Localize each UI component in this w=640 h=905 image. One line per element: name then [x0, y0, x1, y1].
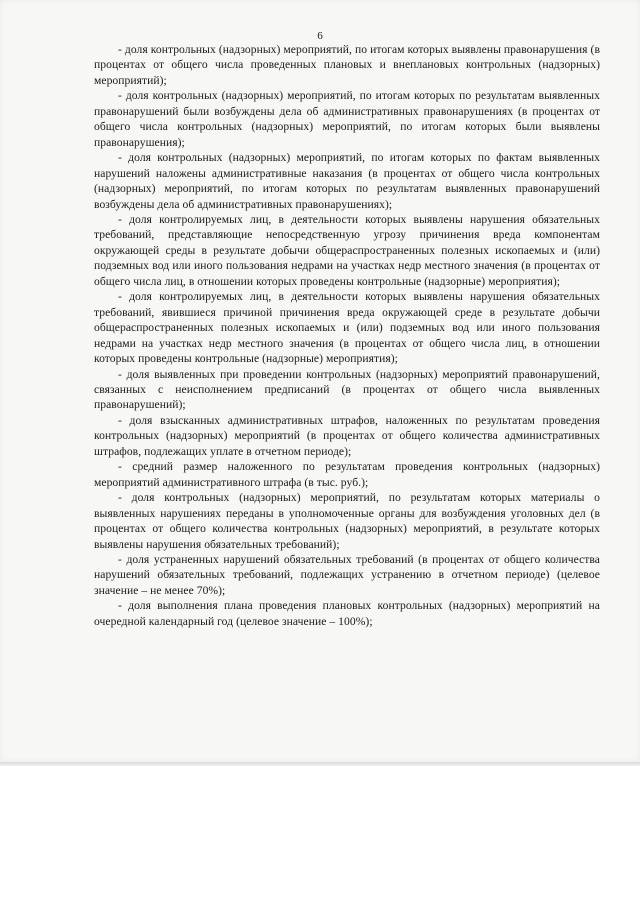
paragraph: - доля выявленных при проведении контрольных (надзорных) мероприятий правонарушений, связанных с неисполнением предписаний (в процентах от общего числа выявленных правонарушений);	[94, 367, 600, 412]
paragraph: - доля контрольных (надзорных) мероприятий, по итогам которых выявлены правонарушения (в процентах от общего числа проведенных плановых и внеплановых контрольных (надзорных) мероприятий);	[94, 43, 600, 87]
paragraph: - доля устраненных нарушений обязательных требований (в процентах от общего количества нарушений обязательных требований, подлежащих устранению в отчетном периоде) (целевое значение – не менее 70%);	[94, 552, 600, 597]
paragraph: - доля контролируемых лиц, в деятельности которых выявлены нарушения обязательных требований, явившиеся причиной причинения вреда окружающей среде в результате добычи общераспространенных полезных ископаемых и (или) подземных вод или иного пользования недрами на участках недр местного значения (в процентах от общего числа лиц, в отношении которых проведены контрольные (надзорные) мероприятия);	[94, 290, 600, 366]
paragraph: - доля контрольных (надзорных) мероприятий, по итогам которых по результатам выявленных правонарушений были возбуждены дела об административных правонарушениях (в процентах от общего числа контрольных (надзорных) мероприятий, по итогам которых были выявлены правонарушения);	[94, 89, 600, 149]
scan-edge	[0, 762, 640, 766]
page-number: 6	[317, 30, 323, 42]
paragraph: - средний размер наложенного по результатам проведения контрольных (надзорных) мероприятий административного штрафа (в тыс. руб.);	[94, 460, 600, 489]
paragraph: - доля взысканных административных штрафов, наложенных по результатам проведения контрольных (надзорных) мероприятий (в процентах от общего количества административных штрафов, подлежащих уплате в отчетном периоде);	[94, 413, 600, 458]
paragraph: - доля выполнения плана проведения плановых контрольных (надзорных) мероприятий на очередной календарный год (целевое значение – 100%);	[94, 599, 600, 628]
paragraph: - доля контрольных (надзорных) мероприятий, по результатам которых материалы о выявленных нарушениях переданы в уполномоченные органы для возбуждения уголовных дел (в процентах от общего количества контрольных (надзорных) мероприятий, в результате которых выявлены нарушения обязательных требований);	[94, 491, 600, 551]
paragraph: - доля контролируемых лиц, в деятельности которых выявлены нарушения обязательных требований, представляющие непосредственную угрозу причинения вреда компонентам окружающей среды в результате добычи общераспространенных полезных ископаемых и (или) подземных вод или иного пользования недрами на участках недр местного значения (в процентах от общего числа лиц, в отношении которых проведены контрольные (надзорные) мероприятия);	[94, 212, 600, 288]
document-body	[94, 42, 600, 629]
paragraph: - доля контрольных (надзорных) мероприятий, по итогам которых по фактам выявленных нарушений наложены административные наказания (в процентах от общего числа контрольных (надзорных) мероприятий, по итогам которых по результатам выявленных правонарушений возбуждены дела об административных правонарушениях);	[94, 151, 600, 211]
